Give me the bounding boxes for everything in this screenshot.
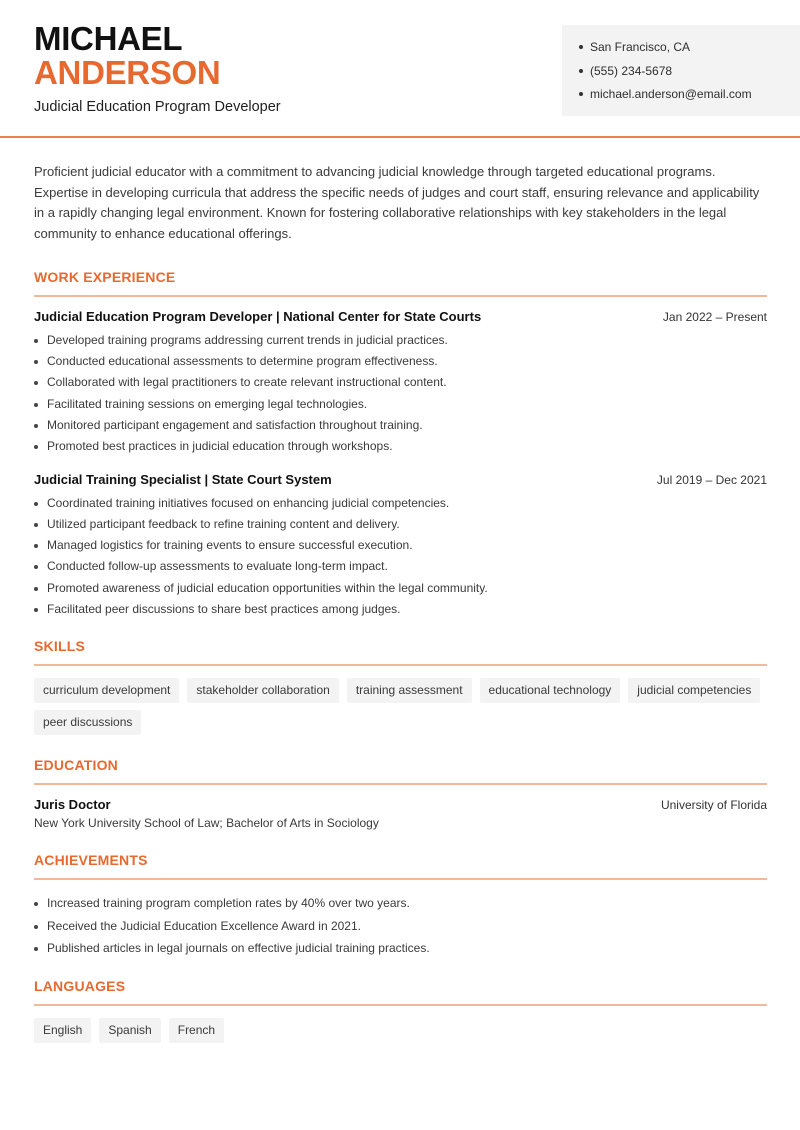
education-section bbox=[34, 757, 767, 830]
bullet-icon bbox=[34, 523, 38, 527]
bullet-icon bbox=[34, 544, 38, 548]
bullet-icon bbox=[579, 92, 583, 96]
list-item bbox=[34, 351, 767, 372]
bullet-icon bbox=[34, 445, 38, 449]
section-title-work: WORK EXPERIENCE bbox=[34, 269, 767, 297]
job-role: Judicial Education Program Developer | National Center for State Courts bbox=[34, 308, 482, 324]
bullet-text: Promoted best practices in judicial education through workshops. bbox=[47, 439, 393, 454]
section-title-achievements: ACHIEVEMENTS bbox=[34, 852, 767, 880]
job-entry bbox=[34, 309, 767, 458]
job-entry bbox=[34, 472, 767, 621]
skill-tag: educational technology bbox=[480, 678, 621, 703]
bullet-icon bbox=[34, 608, 38, 612]
bullet-icon bbox=[34, 424, 38, 428]
skill-tag: curriculum development bbox=[34, 678, 179, 703]
resume-header bbox=[0, 0, 800, 138]
bullet-icon bbox=[34, 403, 38, 407]
education-school: University of Florida bbox=[660, 798, 767, 813]
language-tags bbox=[34, 1018, 767, 1043]
bullet-icon bbox=[579, 45, 583, 49]
skills-tags bbox=[34, 678, 767, 735]
job-dates: Jul 2019 – Dec 2021 bbox=[656, 472, 767, 487]
section-title-skills: SKILLS bbox=[34, 638, 767, 666]
bullet-icon bbox=[34, 502, 38, 506]
skill-tag: judicial competencies bbox=[628, 678, 760, 703]
list-item bbox=[34, 436, 767, 457]
section-title-education: EDUCATION bbox=[34, 757, 767, 785]
skill-tag: training assessment bbox=[347, 678, 472, 703]
language-tag: Spanish bbox=[99, 1018, 160, 1043]
contact-email[interactable] bbox=[579, 86, 800, 110]
skill-tag: stakeholder collaboration bbox=[187, 678, 338, 703]
language-tag: English bbox=[34, 1018, 91, 1043]
job-role: Judicial Training Specialist | State Court System bbox=[34, 471, 332, 487]
work-experience-section bbox=[34, 269, 767, 621]
bullet-text: Conducted follow-up assessments to evaluate long-term impact. bbox=[47, 559, 388, 574]
bullet-icon bbox=[34, 339, 38, 343]
achievement-text: Increased training program completion rates by 40% over two years. bbox=[47, 896, 410, 911]
achievement-text: Published articles in legal journals on effective judicial training practices. bbox=[47, 941, 430, 956]
contact-location-text: San Francisco, CA bbox=[590, 40, 691, 54]
list-item bbox=[34, 415, 767, 436]
achievement-text: Received the Judicial Education Excellence Award in 2021. bbox=[47, 918, 361, 933]
list-item bbox=[34, 372, 767, 393]
contact-phone bbox=[579, 63, 800, 87]
job-title: Judicial Education Program Developer bbox=[34, 99, 281, 115]
bullet-text: Collaborated with legal practitioners to create relevant instructional content. bbox=[47, 375, 447, 390]
education-degree: Juris Doctor bbox=[34, 797, 111, 813]
bullet-text: Monitored participant engagement and satisfaction throughout training. bbox=[47, 418, 423, 432]
list-item bbox=[34, 578, 767, 599]
contact-phone-text: (555) 234-5678 bbox=[590, 63, 673, 78]
first-name: MICHAEL bbox=[34, 20, 183, 57]
languages-section bbox=[34, 978, 767, 1043]
achievements-section bbox=[34, 852, 767, 960]
bullet-icon bbox=[34, 902, 38, 906]
bullet-icon bbox=[34, 360, 38, 364]
bullet-icon bbox=[579, 69, 583, 73]
job-dates: Jan 2022 – Present bbox=[662, 309, 767, 324]
bullet-icon bbox=[34, 925, 38, 929]
section-title-languages: LANGUAGES bbox=[34, 978, 767, 1006]
list-item bbox=[34, 514, 767, 535]
list-item bbox=[34, 937, 767, 960]
bullet-text: Promoted awareness of judicial education opportunities within the legal community. bbox=[47, 580, 488, 595]
bullet-text: Utilized participant feedback to refine training content and delivery. bbox=[47, 516, 400, 531]
list-item bbox=[34, 892, 767, 915]
candidate-name bbox=[34, 22, 220, 90]
bullet-text: Managed logistics for training events to ensure successful execution. bbox=[47, 538, 413, 553]
contact-location bbox=[579, 39, 800, 63]
list-item bbox=[34, 535, 767, 556]
list-item bbox=[34, 915, 767, 938]
bullet-icon bbox=[34, 587, 38, 591]
contact-email-link[interactable]: michael.anderson@email.com bbox=[590, 87, 752, 101]
last-name: ANDERSON bbox=[34, 54, 221, 91]
resume-body bbox=[34, 162, 767, 1043]
list-item bbox=[34, 556, 767, 577]
bullet-text: Conducted educational assessments to determine program effectiveness. bbox=[47, 354, 438, 369]
bullet-icon bbox=[34, 381, 38, 385]
list-item bbox=[34, 394, 767, 415]
bullet-icon bbox=[34, 947, 38, 951]
list-item bbox=[34, 493, 767, 514]
bullet-text: Facilitated training sessions on emerging legal technologies. bbox=[47, 396, 368, 411]
bullet-text: Developed training programs addressing current trends in judicial practices. bbox=[47, 332, 448, 347]
education-detail: New York University School of Law; Bachelor of Arts in Sociology bbox=[34, 816, 379, 831]
skills-section bbox=[34, 638, 767, 735]
contact-box bbox=[562, 25, 800, 116]
skill-tag: peer discussions bbox=[34, 710, 141, 735]
list-item bbox=[34, 330, 767, 351]
list-item bbox=[34, 599, 767, 620]
bullet-text: Coordinated training initiatives focused on enhancing judicial competencies. bbox=[47, 495, 450, 510]
language-tag: French bbox=[169, 1018, 224, 1043]
bullet-icon bbox=[34, 565, 38, 569]
bullet-text: Facilitated peer discussions to share best practices among judges. bbox=[47, 602, 401, 617]
summary-paragraph: Proficient judicial educator with a commitment to advancing judicial knowledge through targeted educational programs. Expertise in developing curricula that address the specific needs of judges and court staff, ensuring relevance and applicability in a rapidly changing legal environment. Known for fostering collaborative relationships with key stakeholders in the legal community to enhance educational offerings. bbox=[34, 164, 760, 242]
